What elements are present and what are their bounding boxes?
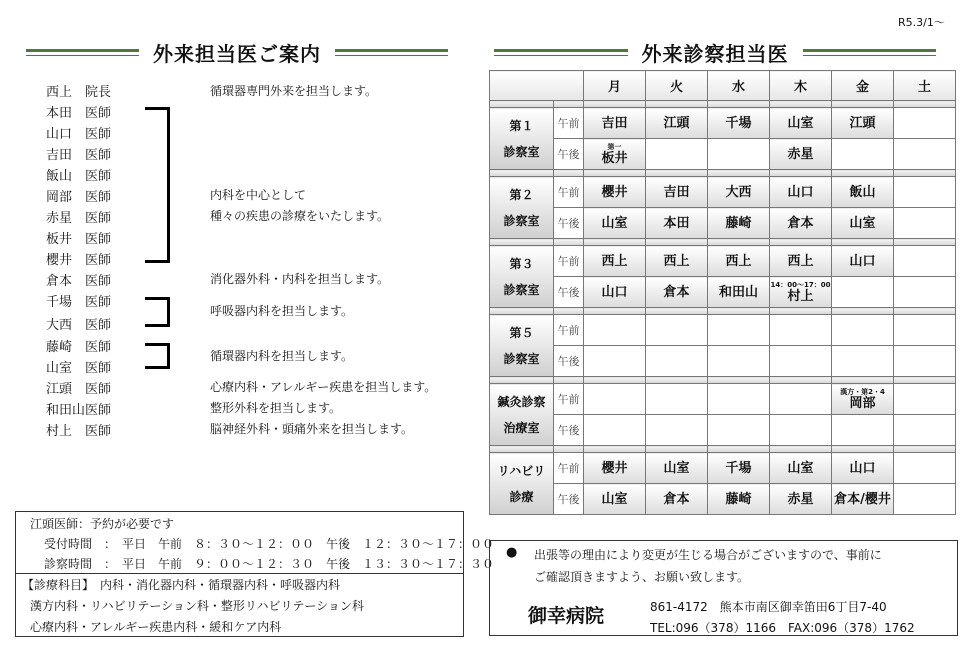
schedule-cell [708,246,770,277]
spacer-cell [832,446,894,453]
schedule-cell [584,177,646,208]
schedule-cell-empty [646,346,708,377]
doctor-name: 千場 医師 [46,295,112,310]
spacer-cell [646,446,708,453]
doctor-on-duty: 飯山 [849,184,876,200]
group-bracket [145,343,170,369]
schedule-cell-empty [646,415,708,446]
schedule-cell-empty [584,346,646,377]
schedule-row-pm [490,277,956,308]
spacer-cell [554,101,584,108]
spacer-cell [490,170,554,177]
doctor-name: 吉田 医師 [46,148,112,163]
doctor-on-duty: 村上 [787,288,814,304]
doctor-name: 飯山 医師 [46,169,112,184]
day-header-row [490,71,956,101]
spacer-cell [646,377,708,384]
spacer-cell [554,446,584,453]
divider [16,573,463,574]
schedule-cell [832,484,894,515]
spacer-cell [490,377,554,384]
right-section-header [494,38,936,67]
doctor-name: 藤崎 医師 [46,340,112,355]
doctor-description: 脳神経外科・頭痛外来を担当します。 [210,422,414,436]
departments-line: 【診療科目】 内科・消化器内科・循環器内科・呼吸器内科 [22,578,341,592]
doctor-description: 消化器外科・内科を担当します。 [210,272,390,286]
schedule-cell-empty [894,277,956,308]
room-label [490,246,554,308]
spacer-row [490,308,956,315]
schedule-cell [770,277,832,308]
spacer-cell [554,239,584,246]
spacer-cell [584,170,646,177]
right-title: 外来診察担当医 [641,42,789,66]
schedule-cell [646,208,708,239]
doctor-on-duty: 山室 [849,215,876,231]
doctor-on-duty: 山室 [601,491,628,507]
schedule-cell [832,177,894,208]
header-rule-left [26,49,139,56]
day-header-4: 金 [832,71,894,101]
schedule-cell [708,277,770,308]
spacer-cell [832,308,894,315]
doctor-on-duty: 山口 [849,253,876,269]
departments-line: 漢方内科・リハビリテーション科・整形リハビリテーション科 [30,599,364,613]
schedule-cell [646,484,708,515]
group-bracket [145,107,170,263]
schedule-row-am [490,108,956,139]
doctor-on-duty: 西上 [725,253,752,269]
notice-text: ご確認頂きますよう、お願い致します。 [534,570,750,584]
doctor-name: 大西 医師 [46,318,112,333]
doctor-on-duty: 山口 [849,460,876,476]
schedule-row-pm [490,415,956,446]
schedule-cell [584,453,646,484]
doctor-description: 種々の疾患の診療をいたします。 [210,209,390,223]
doctor-on-duty: 江頭 [663,115,690,131]
schedule-cell-empty [584,415,646,446]
spacer-cell [894,377,956,384]
schedule-row-pm [490,208,956,239]
spacer-cell [554,377,584,384]
spacer-row [490,377,956,384]
schedule-cell-empty [832,346,894,377]
doctor-on-duty: 倉本 [787,215,814,231]
schedule-cell-empty [708,346,770,377]
room-name: 診療 [509,489,534,504]
doctor-on-duty: 山室 [787,115,814,131]
schedule-row-pm [490,346,956,377]
schedule-cell [646,453,708,484]
schedule-row-pm [490,484,956,515]
doctor-on-duty: 本田 [663,215,690,231]
schedule-cell-empty [708,139,770,170]
day-header-0: 月 [584,71,646,101]
doctor-name: 村上 医師 [46,424,112,439]
period-label: 午後 [554,208,584,239]
doctor-description: 循環器内科を担当します。 [210,349,354,363]
doctor-on-duty: 赤星 [787,491,814,507]
departments-line: 心療内科・アレルギー疾患内科・緩和ケア内科 [30,620,282,634]
schedule-cell-empty [708,384,770,415]
schedule-cell [646,177,708,208]
spacer-cell [584,308,646,315]
doctor-on-duty: 千場 [725,460,752,476]
schedule-cell [646,277,708,308]
doctor-on-duty: 山室 [787,460,814,476]
schedule-row-pm [490,139,956,170]
schedule-cell-empty [894,177,956,208]
doctor-name: 山室 医師 [46,361,112,376]
schedule-cell [708,208,770,239]
schedule-cell-empty [832,277,894,308]
spacer-cell [770,377,832,384]
spacer-row [490,170,956,177]
corner-cell [490,71,584,101]
period-label: 午後 [554,139,584,170]
period-label: 午前 [554,315,584,346]
reservation-note: 江頭医師：予約が必要です [30,517,175,531]
spacer-cell [770,446,832,453]
doctor-on-duty: 倉本 [663,284,690,300]
period-label: 午前 [554,177,584,208]
left-title: 外来担当医ご案内 [153,42,321,66]
doctor-on-duty: 西上 [663,253,690,269]
spacer-cell [832,170,894,177]
doctor-name: 山口 医師 [46,127,112,142]
spacer-cell [584,101,646,108]
schedule-cell-empty [894,315,956,346]
schedule-cell-empty [646,315,708,346]
spacer-cell [708,170,770,177]
period-label: 午後 [554,346,584,377]
cell-note: 漢方・第2・4 [840,387,885,396]
schedule-cell-empty [770,384,832,415]
spacer-cell [770,170,832,177]
room-name: 診察室 [503,351,540,366]
reception-hours: 受付時間 ： 平日 午前 ８：３０～１２：００ 午後 １２：３０～１７：００ [44,537,495,551]
notice-text: 出張等の理由により変更が生じる場合がございますので、事前に [534,548,882,562]
spacer-cell [708,239,770,246]
doctor-description: 呼吸器内科を担当します。 [210,304,354,318]
doctor-name: 岡部 医師 [46,190,112,205]
room-label [490,177,554,239]
room-name: 第１ [509,118,534,133]
spacer-cell [554,170,584,177]
spacer-row [490,446,956,453]
schedule-cell [832,208,894,239]
doctor-on-duty: 山室 [663,460,690,476]
schedule-cell [646,246,708,277]
schedule-row-am [490,384,956,415]
room-label [490,108,554,170]
doctor-description: 内科を中心として [210,188,307,202]
schedule-cell [708,108,770,139]
room-name: 第２ [509,187,534,202]
spacer-cell [770,101,832,108]
cell-note: 14：00～17：00 [770,280,831,289]
schedule-cell [646,108,708,139]
schedule-cell-empty [708,315,770,346]
schedule-cell [584,139,646,170]
hospital-name: 御幸病院 [528,605,605,627]
schedule-cell-empty [832,139,894,170]
period-label: 午前 [554,384,584,415]
spacer-cell [646,308,708,315]
schedule-row-am [490,246,956,277]
schedule-cell-empty [832,315,894,346]
spacer-cell [584,377,646,384]
hospital-address: 861-4172 熊本市南区御幸笛田6丁目7-40 [650,600,887,614]
room-name: 第３ [509,256,534,271]
spacer-cell [490,308,554,315]
header-rule-right [335,49,448,56]
schedule-cell [832,108,894,139]
schedule-cell-empty [894,484,956,515]
room-name: 診察室 [503,282,540,297]
doctor-name: 板井 医師 [46,232,112,247]
schedule-cell-empty [894,346,956,377]
doctor-on-duty: 山口 [787,184,814,200]
schedule-cell-empty [894,108,956,139]
day-header-5: 土 [894,71,956,101]
schedule-row-am [490,315,956,346]
room-name: 第５ [509,325,534,340]
schedule-cell [584,484,646,515]
day-header-1: 火 [646,71,708,101]
spacer-cell [770,308,832,315]
doctor-name: 赤星 医師 [46,211,112,226]
doctor-on-duty: 倉本 [663,491,690,507]
period-label: 午前 [554,246,584,277]
schedule-cell [584,108,646,139]
schedule-cell-empty [584,384,646,415]
spacer-cell [832,101,894,108]
schedule-cell-empty [894,384,956,415]
doctor-on-duty: 千場 [725,115,752,131]
schedule-cell [770,246,832,277]
doctor-name: 西上 院長 [46,85,112,100]
day-header-3: 木 [770,71,832,101]
spacer-cell [490,239,554,246]
doctor-description: 整形外科を担当します。 [210,401,342,415]
spacer-cell [646,170,708,177]
schedule-cell [708,177,770,208]
schedule-cell-empty [646,139,708,170]
schedule-cell [584,208,646,239]
schedule-cell-empty [894,139,956,170]
spacer-cell [894,446,956,453]
doctor-description: 循環器専門外来を担当します。 [210,84,378,98]
doctor-on-duty: 山口 [601,284,628,300]
day-header-2: 水 [708,71,770,101]
period-label: 午後 [554,277,584,308]
period-label: 午後 [554,484,584,515]
doctor-on-duty: 西上 [787,253,814,269]
schedule-cell [708,484,770,515]
doctor-on-duty: 岡部 [849,395,876,411]
doctor-on-duty: 櫻井 [601,460,628,476]
spacer-cell [894,308,956,315]
spacer-cell [584,239,646,246]
schedule-cell-empty [770,315,832,346]
schedule-cell [584,246,646,277]
doctor-description: 心療内科・アレルギー疾患を担当します。 [210,380,437,394]
bullet-icon: ● [506,545,518,560]
header-rule-right [803,49,937,56]
period-label: 午前 [554,108,584,139]
schedule-cell-empty [646,384,708,415]
spacer-cell [894,170,956,177]
spacer-cell [832,239,894,246]
schedule-cell-empty [584,315,646,346]
schedule-cell-empty [770,346,832,377]
spacer-cell [708,446,770,453]
schedule-cell [770,484,832,515]
doctor-on-duty: 藤崎 [725,215,752,231]
room-label [490,315,554,377]
room-name: 診察室 [503,213,540,228]
schedule-cell [832,246,894,277]
info-box [15,511,495,637]
schedule-cell [708,453,770,484]
spacer-cell [770,239,832,246]
spacer-cell [490,446,554,453]
schedule-table [489,70,956,515]
schedule-cell [770,108,832,139]
schedule-cell [770,177,832,208]
doctor-on-duty: 山室 [601,215,628,231]
cell-note: 第一 [607,142,622,151]
schedule-cell-empty [894,208,956,239]
notice-box [489,540,958,636]
schedule-cell [770,139,832,170]
doctor-on-duty: 板井 [601,150,628,166]
doctor-on-duty: 吉田 [601,115,628,131]
spacer-cell [894,101,956,108]
doctor-name: 和田山医師 [46,403,112,418]
schedule-cell [770,453,832,484]
doctor-name: 江頭 医師 [46,382,112,397]
spacer-cell [708,308,770,315]
doctor-on-duty: 大西 [725,184,752,200]
spacer-cell [646,101,708,108]
schedule-cell [584,277,646,308]
schedule-cell [832,453,894,484]
room-name: 診察室 [503,144,540,159]
schedule-row-am [490,177,956,208]
doctor-name: 倉本 医師 [46,274,112,289]
room-label [490,384,554,446]
spacer-cell [646,239,708,246]
doctor-on-duty: 櫻井 [601,184,628,200]
period-label: 午前 [554,453,584,484]
spacer-cell [554,308,584,315]
room-label [490,453,554,515]
schedule-cell-empty [770,415,832,446]
spacer-cell [832,377,894,384]
effective-date: R5.3/1～ [898,16,945,29]
doctor-on-duty: 倉本/櫻井 [834,491,891,507]
schedule-cell-empty [894,453,956,484]
doctor-on-duty: 藤崎 [725,491,752,507]
schedule-cell-empty [894,246,956,277]
left-section-header [26,38,448,67]
doctor-on-duty: 和田山 [718,284,758,300]
spacer-row [490,101,956,108]
doctor-on-duty: 赤星 [787,146,814,162]
room-name: リハビリ [497,463,546,478]
doctor-on-duty: 吉田 [663,184,690,200]
consultation-hours: 診察時間 ： 平日 午前 ９：００～１２：３０ 午後 １３：３０～１７：３０ [44,557,495,571]
header-rule-left [494,49,628,56]
spacer-cell [708,377,770,384]
doctor-name: 本田 医師 [46,106,112,121]
room-name: 治療室 [503,420,540,435]
spacer-cell [490,101,554,108]
schedule-cell-empty [708,415,770,446]
group-bracket [145,297,170,327]
doctor-name: 櫻井 医師 [46,253,112,268]
spacer-cell [708,101,770,108]
spacer-row [490,239,956,246]
doctor-on-duty: 西上 [601,253,628,269]
hospital-phone-fax: TEL:096（378）1166 FAX:096（378）1762 [650,621,915,635]
schedule-cell [770,208,832,239]
doctor-on-duty: 江頭 [849,115,876,131]
spacer-cell [894,239,956,246]
schedule-cell [832,384,894,415]
schedule-row-am [490,453,956,484]
room-name: 鍼灸診察 [497,394,546,409]
schedule-cell-empty [832,415,894,446]
schedule-cell-empty [894,415,956,446]
spacer-cell [584,446,646,453]
period-label: 午後 [554,415,584,446]
